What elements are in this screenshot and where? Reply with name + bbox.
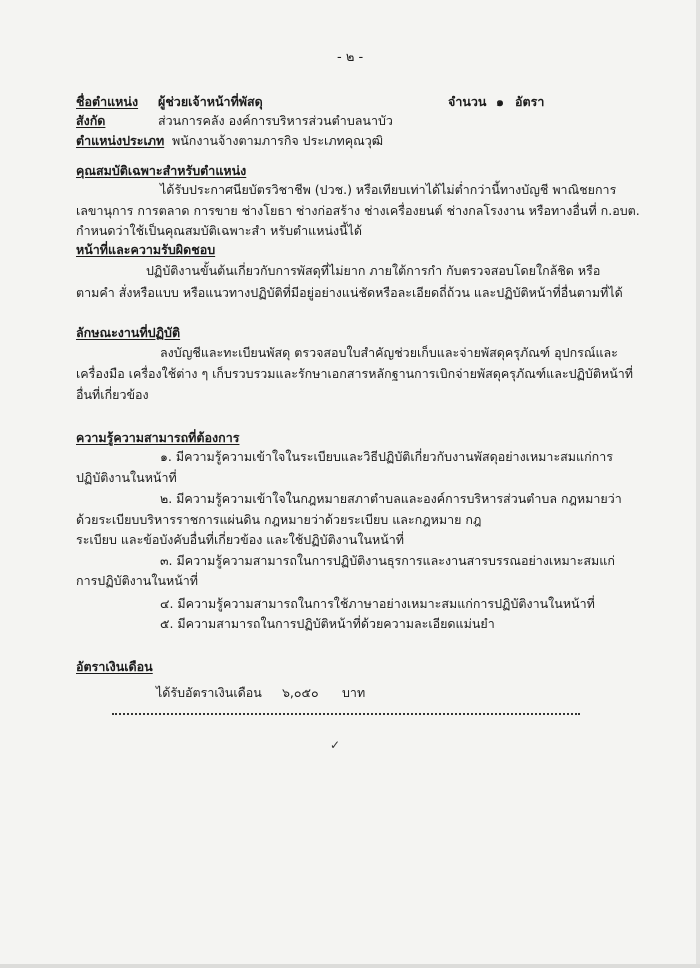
affiliation-label: สังกัด bbox=[76, 113, 106, 128]
type-label: ตำแหน่งประเภท bbox=[76, 133, 165, 148]
salary-amount: ๖,๐๕๐ bbox=[282, 685, 319, 700]
work-nature-line: อื่นที่เกี่ยวข้อง bbox=[76, 387, 149, 402]
position-label: ชื่อตำแหน่ง bbox=[76, 94, 139, 109]
count-label: จำนวน bbox=[448, 94, 487, 109]
page-number: - ๒ - bbox=[337, 50, 364, 65]
type-value: พนักงานจ้างตามภารกิจ ประเภทคุณวุฒิ bbox=[172, 133, 384, 148]
knowledge-line: ๔. มีความรู้ความสามารถในการใช้ภาษาอย่างเหมาะสมแก่การปฏิบัติงานในหน้าที่ bbox=[160, 596, 595, 611]
affiliation-value: ส่วนการคลัง องค์การบริหารส่วนตำบลนาบัว bbox=[158, 113, 393, 128]
pen-mark: ✓ bbox=[330, 738, 341, 752]
work-nature-line: เครื่องมือ เครื่องใช้ต่าง ๆ เก็บรวบรวมและรักษาเอกสารหลักฐานการเบิกจ่ายพัสดุครุภัณฑ์และปฏิบัติหน้าที่ bbox=[76, 366, 634, 381]
duties-heading: หน้าที่และความรับผิดชอบ bbox=[76, 242, 216, 257]
knowledge-line: ระเบียบ และข้อบังคับอื่นที่เกี่ยวข้อง และใช้ปฏิบัติงานในหน้าที่ bbox=[76, 532, 405, 547]
count-value: ๑ bbox=[496, 94, 504, 109]
count-unit: อัตรา bbox=[515, 94, 545, 109]
knowledge-line: ๓. มีความรู้ความสามารถในการปฏิบัติงานธุรการและงานสารบรรณอย่างเหมาะสมแก่ bbox=[160, 553, 615, 568]
dotted-divider bbox=[112, 713, 580, 715]
position-value: ผู้ช่วยเจ้าหน้าที่พัสดุ bbox=[158, 94, 263, 109]
scan-edge-bottom bbox=[0, 964, 700, 968]
knowledge-line: ปฏิบัติงานในหน้าที่ bbox=[76, 470, 177, 485]
knowledge-line: ๑. มีความรู้ความเข้าใจในระเบียบและวิธีปฏิบัติเกี่ยวกับงานพัสดุอย่างเหมาะสมแก่การ bbox=[160, 449, 613, 464]
work-nature-line: ลงบัญชีและทะเบียนพัสดุ ตรวจสอบใบสำคัญช่วยเก็บและจ่ายพัสดุครุภัณฑ์ อุปกรณ์และ bbox=[160, 345, 618, 360]
knowledge-heading: ความรู้ความสามารถที่ต้องการ bbox=[76, 430, 240, 445]
salary-unit: บาท bbox=[342, 685, 366, 700]
qualifications-line: กำหนดว่าใช้เป็นคุณสมบัติเฉพาะสำ หรับตำแหน่งนี้ได้ bbox=[76, 223, 363, 238]
qualifications-line: เลขานุการ การตลาด การขาย ช่างโยธา ช่างก่อสร้าง ช่างเครื่องยนต์ ช่างกลโรงงาน หรือทางอื่นที่ ก.อบต. bbox=[76, 203, 640, 218]
duties-line: ตามคำ สั่งหรือแบบ หรือแนวทางปฏิบัติที่มีอยู่อย่างแน่ชัดหรือละเอียดถี่ถ้วน และปฏิบัติหน้าที่อื่นตามที่ได้ bbox=[76, 285, 623, 300]
scan-edge-right bbox=[696, 0, 700, 968]
knowledge-line: การปฏิบัติงานในหน้าที่ bbox=[76, 573, 199, 588]
work-nature-heading: ลักษณะงานที่ปฏิบัติ bbox=[76, 325, 181, 340]
knowledge-line: ๕. มีความสามารถในการปฏิบัติหน้าที่ด้วยความละเอียดแม่นยำ bbox=[160, 616, 495, 631]
duties-line: ปฏิบัติงานขั้นต้นเกี่ยวกับการพัสดุที่ไม่ยาก ภายใต้การกำ กับตรวจสอบโดยใกล้ชิด หรือ bbox=[146, 263, 601, 278]
qualifications-line: ได้รับประกาศนียบัตรวิชาชีพ (ปวช.) หรือเทียบเท่าได้ไม่ต่ำกว่านี้ทางบัญชี พาณิชยการ bbox=[160, 182, 617, 197]
qualifications-heading: คุณสมบัติเฉพาะสำหรับตำแหน่ง bbox=[76, 163, 247, 178]
knowledge-line: ด้วยระเบียบบริหารราชการแผ่นดิน กฎหมายว่าด้วยระเบียบ และกฎหมาย กฎ bbox=[76, 512, 482, 527]
knowledge-line: ๒. มีความรู้ความเข้าใจในกฎหมายสภาตำบลและองค์การบริหารส่วนตำบล กฎหมายว่า bbox=[160, 491, 622, 506]
salary-heading: อัตราเงินเดือน bbox=[76, 659, 153, 674]
salary-label: ได้รับอัตราเงินเดือน bbox=[156, 685, 262, 700]
